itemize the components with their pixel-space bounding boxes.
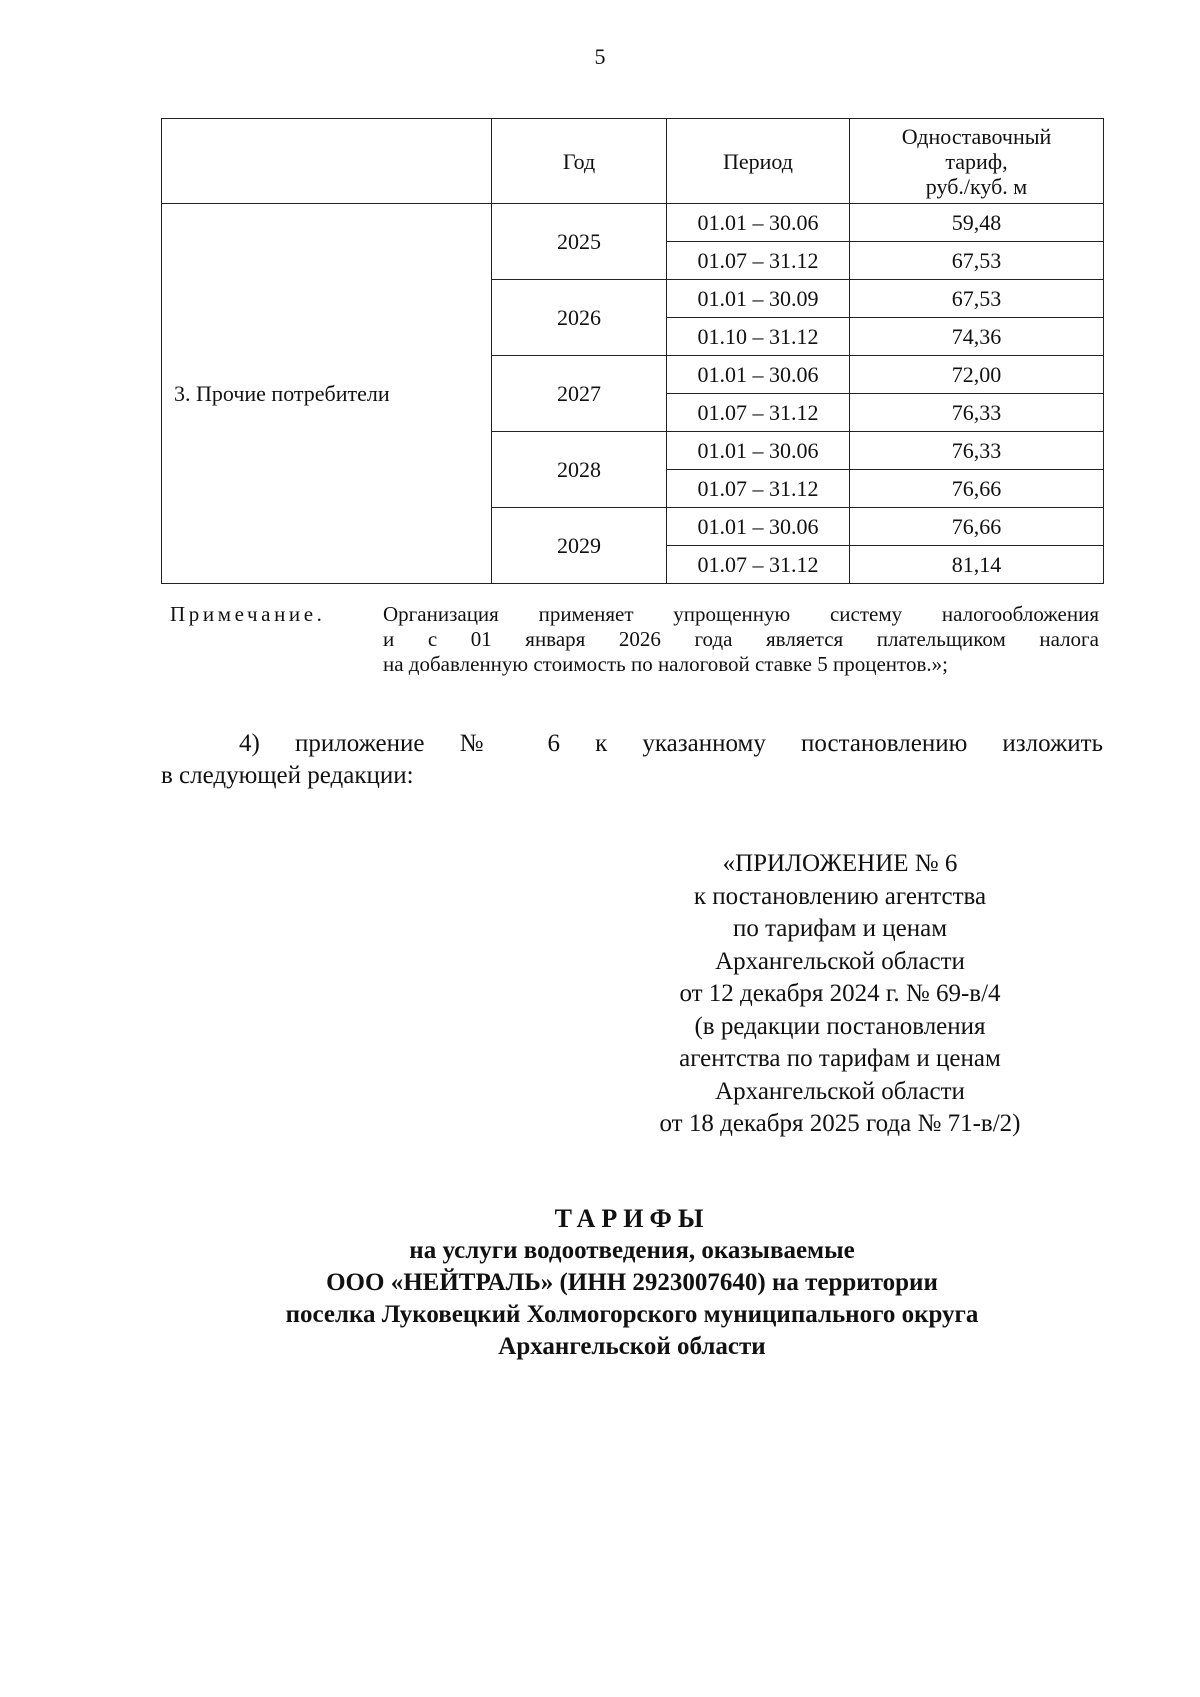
- note-text: [383, 602, 1099, 677]
- period-cell: 01.01 – 30.06: [667, 204, 850, 242]
- item-4-line: в следующей редакции:: [161, 762, 414, 789]
- appendix-line: к постановлению агентства: [693, 882, 987, 910]
- tariffs-title: [161, 1203, 1103, 1363]
- table-row: [162, 204, 1104, 242]
- appendix-line: «ПРИЛОЖЕНИЕ № 6: [722, 850, 958, 877]
- tariff-cell: 72,00: [850, 356, 1104, 394]
- header-year: Год: [492, 119, 667, 204]
- title-main: ТАРИФЫ: [554, 1204, 710, 1233]
- tariff-cell: 74,36: [850, 318, 1104, 356]
- item-4-paragraph: [161, 728, 1103, 792]
- page-number: 5: [594, 44, 606, 69]
- header-period: Период: [667, 119, 850, 204]
- appendix-line: от 12 декабря 2024 г. № 69-в/4: [679, 980, 1001, 1007]
- tariff-cell: 67,53: [850, 242, 1104, 280]
- year-cell: 2026: [492, 280, 667, 356]
- title-line: поселка Луковецкий Холмогорского муниципального округа: [285, 1301, 979, 1328]
- table-header-row: [162, 119, 1104, 204]
- note-line: на добавленную стоимость по налоговой ставке 5 процентов.»;: [383, 652, 948, 676]
- period-cell: 01.01 – 30.06: [667, 432, 850, 470]
- appendix-line: Архангельской области: [715, 1077, 965, 1105]
- tariff-cell: 67,53: [850, 280, 1104, 318]
- title-line: на услуги водоотведения, оказываемые: [409, 1237, 855, 1264]
- period-cell: 01.10 – 31.12: [667, 318, 850, 356]
- consumer-cell: 3. Прочие потребители: [162, 204, 492, 584]
- header-consumer: [162, 119, 492, 204]
- year-cell: 2025: [492, 204, 667, 280]
- period-cell: 01.07 – 31.12: [667, 394, 850, 432]
- note-line: и с 01 января 2026 года является плательщиком налога: [383, 627, 1099, 651]
- period-cell: 01.01 – 30.09: [667, 280, 850, 318]
- year-cell: 2029: [492, 508, 667, 584]
- item-4-line: 4) приложение № 6 к указанному постановлению изложить: [239, 730, 1103, 757]
- header-tariff-line: Одноставочный: [901, 123, 1052, 149]
- period-cell: 01.07 – 31.12: [667, 546, 850, 584]
- tariff-cell: 76,33: [850, 432, 1104, 470]
- period-cell: 01.01 – 30.06: [667, 508, 850, 546]
- note-line: Организация применяет упрощенную систему налогообложения: [383, 602, 1099, 626]
- tariff-cell: 76,66: [850, 470, 1104, 508]
- tariff-cell: 59,48: [850, 204, 1104, 242]
- title-line: Архангельской области: [498, 1333, 766, 1360]
- appendix-line: (в редакции постановления: [694, 1012, 986, 1040]
- year-cell: 2027: [492, 356, 667, 432]
- year-cell: 2028: [492, 432, 667, 508]
- appendix-header: [580, 848, 1100, 1141]
- period-cell: 01.07 – 31.12: [667, 242, 850, 280]
- tariff-cell: 81,14: [850, 546, 1104, 584]
- period-cell: 01.07 – 31.12: [667, 470, 850, 508]
- note-label: Примечание.: [170, 602, 326, 626]
- appendix-line: Архангельской области: [715, 947, 965, 975]
- appendix-line: агентства по тарифам и ценам: [679, 1045, 1001, 1072]
- header-tariff-line: руб./куб. м: [925, 173, 1028, 199]
- period-cell: 01.01 – 30.06: [667, 356, 850, 394]
- appendix-line: по тарифам и ценам: [732, 915, 948, 942]
- header-tariff: [850, 119, 1104, 204]
- appendix-line: от 18 декабря 2025 года № 71-в/2): [659, 1110, 1021, 1137]
- tariff-table: [161, 118, 1104, 584]
- tariff-cell: 76,33: [850, 394, 1104, 432]
- header-tariff-line: тариф,: [945, 148, 1008, 174]
- title-line: ООО «НЕЙТРАЛЬ» (ИНН 2923007640) на территории: [326, 1269, 938, 1296]
- tariff-cell: 76,66: [850, 508, 1104, 546]
